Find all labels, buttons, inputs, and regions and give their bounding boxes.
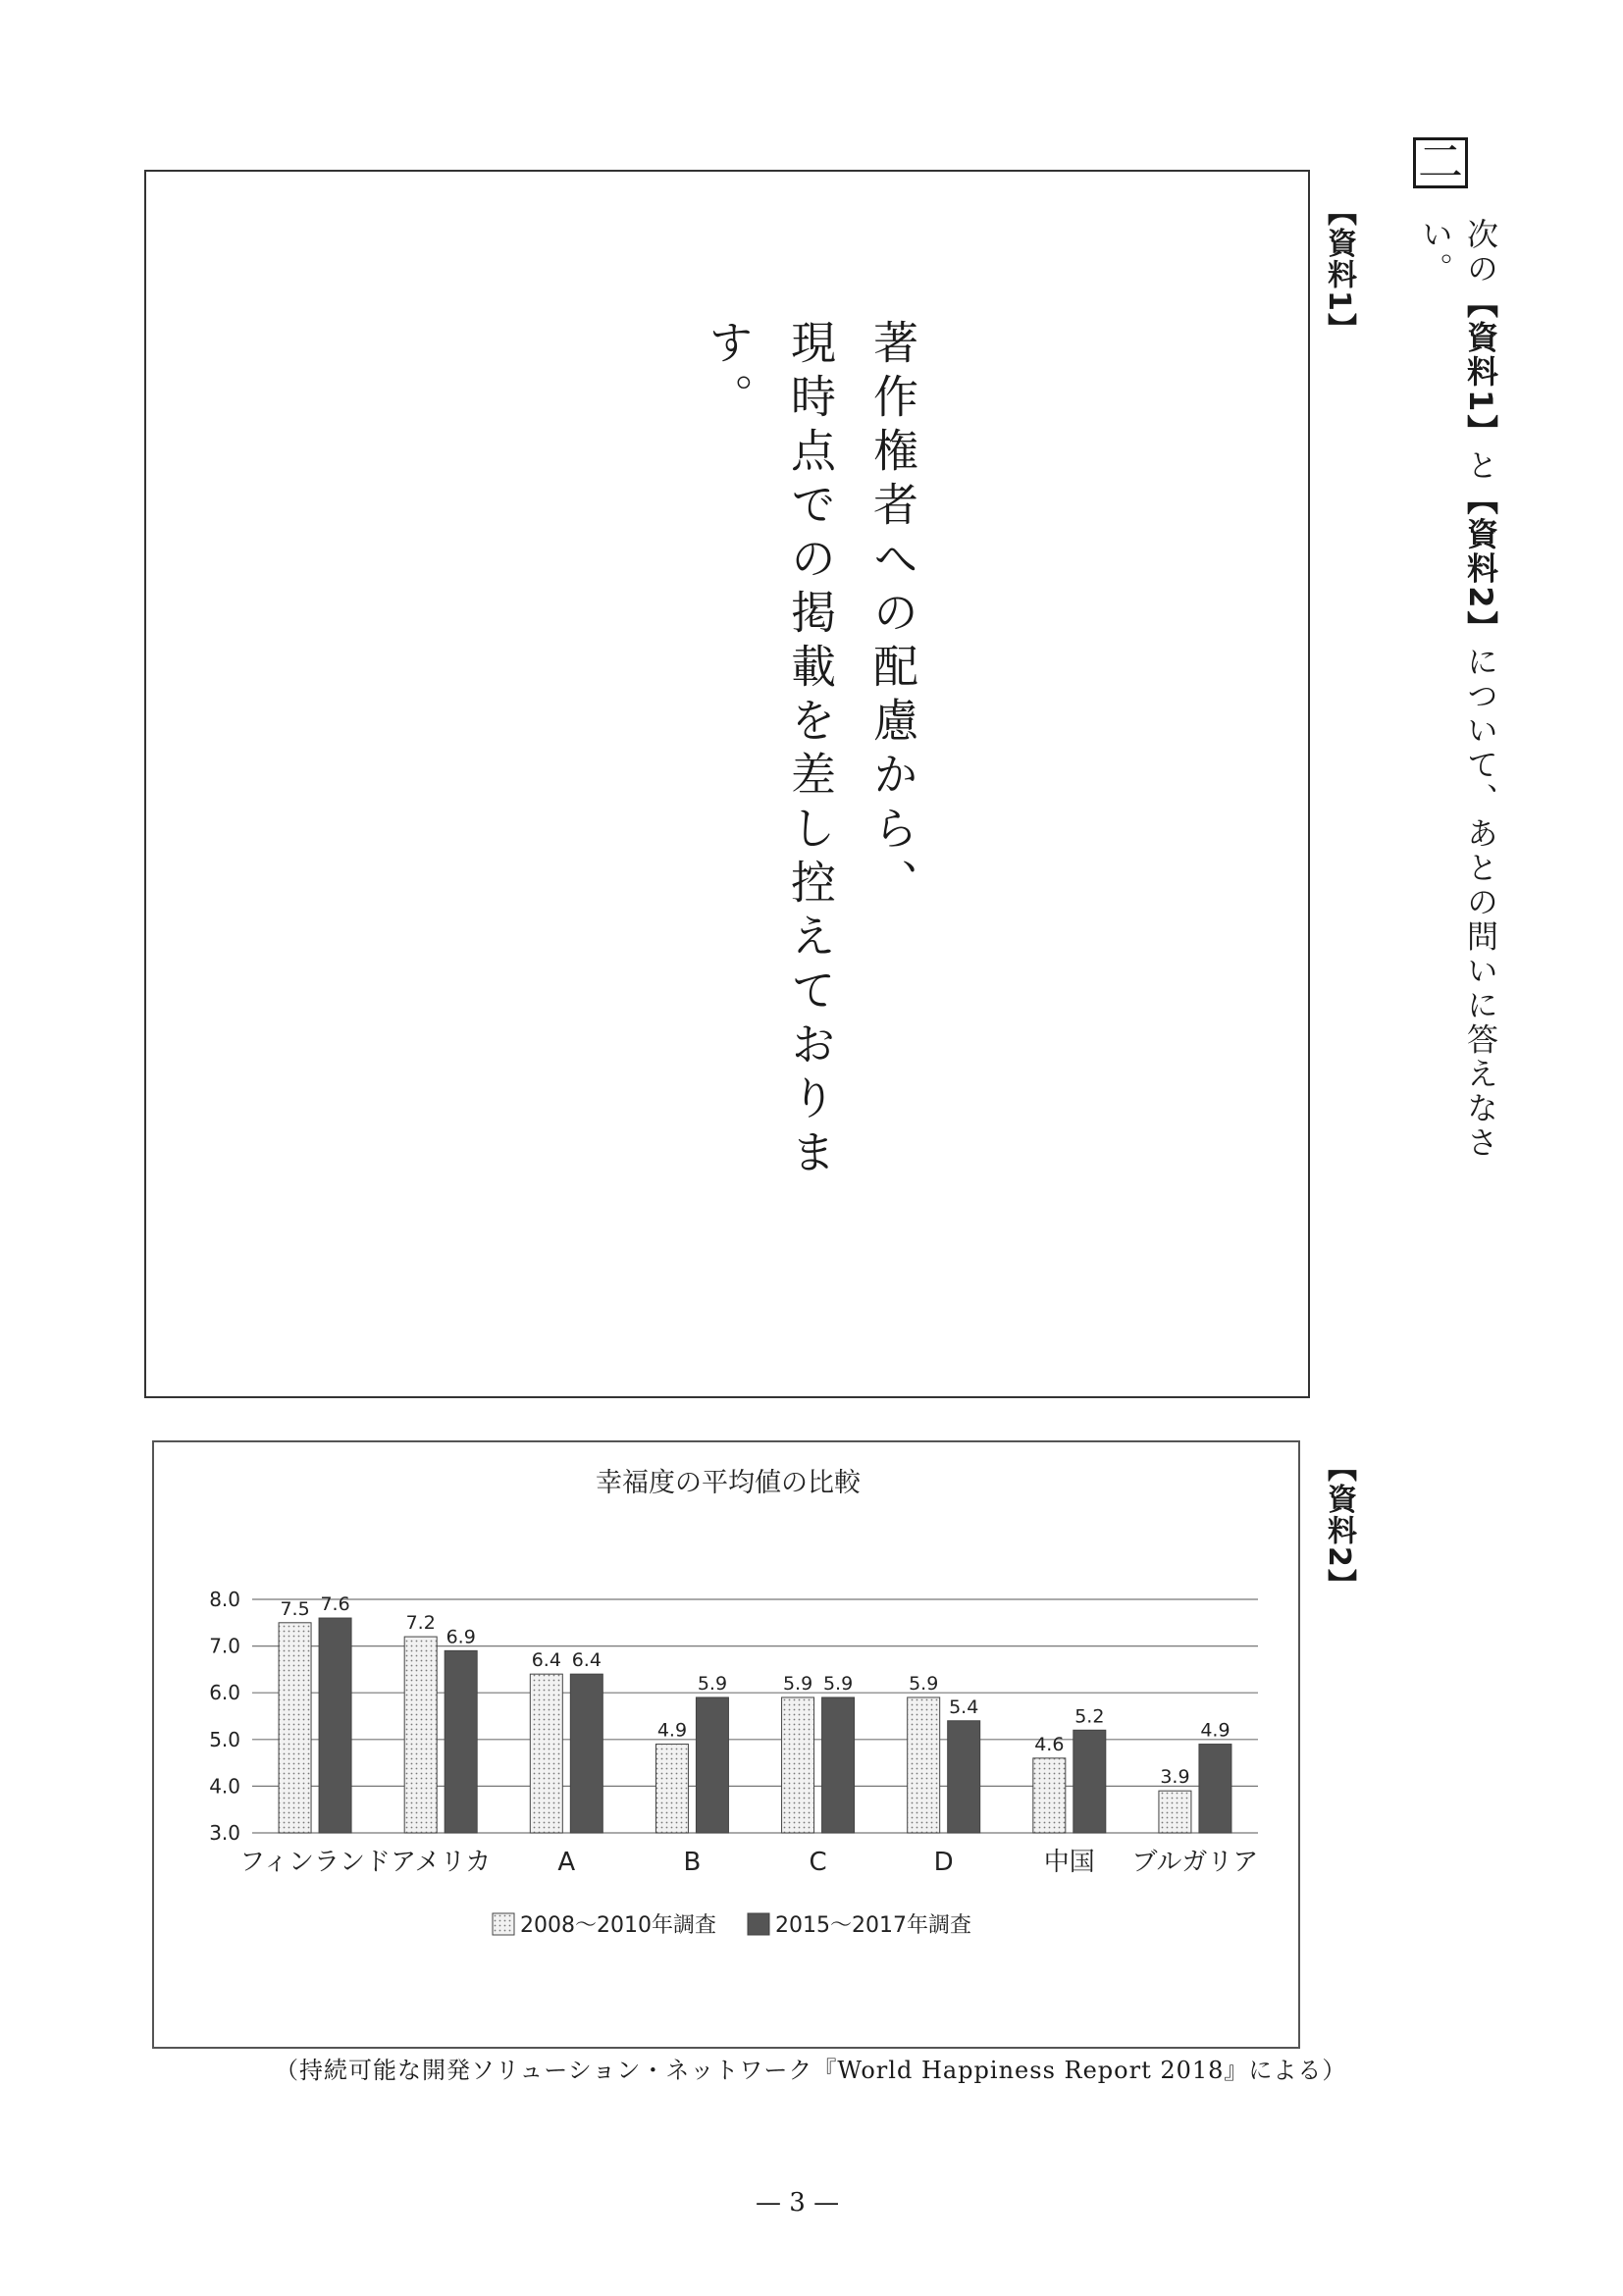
instruction-ref-material2: 【資料2】 — [1462, 483, 1499, 646]
y-tick-label: 8.0 — [209, 1588, 240, 1611]
data-label: 5.9 — [782, 1672, 813, 1695]
data-label: 4.9 — [656, 1719, 688, 1742]
bar-series2 — [570, 1674, 602, 1833]
legend-label: 2008〜2010年調査 — [520, 1913, 716, 1938]
x-tick-label: A — [557, 1848, 576, 1877]
x-tick-label: D — [933, 1848, 954, 1877]
notice-line: 現時点での掲載を差し控えております。 — [702, 319, 837, 1182]
x-tick-label: アメリカ — [391, 1848, 492, 1877]
bar-series2 — [445, 1650, 477, 1833]
material2-chart-box — [152, 1440, 1300, 2049]
data-label: 6.9 — [445, 1626, 476, 1648]
bar-series1 — [1033, 1758, 1066, 1833]
data-label: 5.4 — [949, 1696, 979, 1718]
material2-label: 【資料2】 — [1322, 1452, 1356, 1600]
source-citation: （持続可能な開発ソリューション・ネットワーク『World Happiness Report 2018』による） — [275, 2057, 1347, 2084]
material1-label: 【資料1】 — [1322, 196, 1356, 344]
instruction-part: と — [1462, 448, 1499, 484]
x-tick-label: C — [809, 1848, 827, 1877]
bar-series2 — [822, 1697, 855, 1833]
happiness-bar-chart — [154, 1442, 1298, 2047]
bar-series1 — [404, 1637, 437, 1833]
bar-series1 — [655, 1745, 688, 1833]
data-label: 3.9 — [1160, 1766, 1190, 1789]
y-tick-label: 7.0 — [209, 1634, 240, 1658]
question-number: 二 — [1413, 137, 1468, 188]
data-label: 4.6 — [1034, 1733, 1065, 1755]
data-label: 6.4 — [531, 1649, 561, 1672]
data-label: 5.9 — [822, 1672, 854, 1695]
data-label: 7.2 — [405, 1612, 436, 1635]
legend-swatch-series1 — [493, 1913, 514, 1935]
page-number: — 3 — — [756, 2188, 840, 2218]
data-label: 7.5 — [280, 1597, 310, 1620]
instruction-ref-material1: 【資料1】 — [1462, 287, 1499, 449]
legend-label: 2015〜2017年調査 — [775, 1913, 971, 1938]
bar-series1 — [279, 1623, 311, 1833]
bar-series1 — [782, 1697, 814, 1833]
bar-series1 — [1159, 1791, 1191, 1833]
data-label: 7.6 — [320, 1593, 350, 1616]
x-tick-label: B — [683, 1848, 702, 1877]
bar-series2 — [696, 1697, 728, 1833]
data-label: 4.9 — [1200, 1719, 1230, 1742]
y-tick-label: 4.0 — [209, 1774, 240, 1799]
data-label: 5.9 — [697, 1672, 728, 1695]
y-tick-label: 5.0 — [209, 1727, 240, 1751]
data-label: 5.9 — [909, 1672, 939, 1695]
bar-series2 — [1073, 1730, 1106, 1833]
data-label: 6.4 — [571, 1649, 602, 1672]
copyright-notice — [687, 319, 934, 1202]
legend-swatch-series2 — [748, 1913, 769, 1935]
question-instruction — [1413, 218, 1503, 1199]
x-tick-label: 中国 — [1043, 1848, 1095, 1877]
bar-series2 — [1199, 1745, 1231, 1833]
x-tick-label: フィンランド — [239, 1848, 392, 1877]
y-tick-label: 6.0 — [209, 1681, 240, 1705]
y-tick-label: 3.0 — [209, 1821, 240, 1845]
chart-title: 幸福度の平均値の比較 — [596, 1468, 861, 1498]
data-label: 5.2 — [1074, 1705, 1105, 1728]
notice-line: 著作権者への配慮から、 — [866, 319, 919, 913]
bar-series1 — [530, 1674, 562, 1833]
bar-series2 — [319, 1618, 351, 1833]
bar-series2 — [948, 1721, 980, 1833]
x-tick-label: ブルガリア — [1131, 1848, 1259, 1877]
bar-series1 — [908, 1697, 940, 1833]
instruction-part: 次の — [1462, 218, 1499, 287]
instruction-part: について、あとの問いに答えなさい。 — [1417, 218, 1499, 1161]
